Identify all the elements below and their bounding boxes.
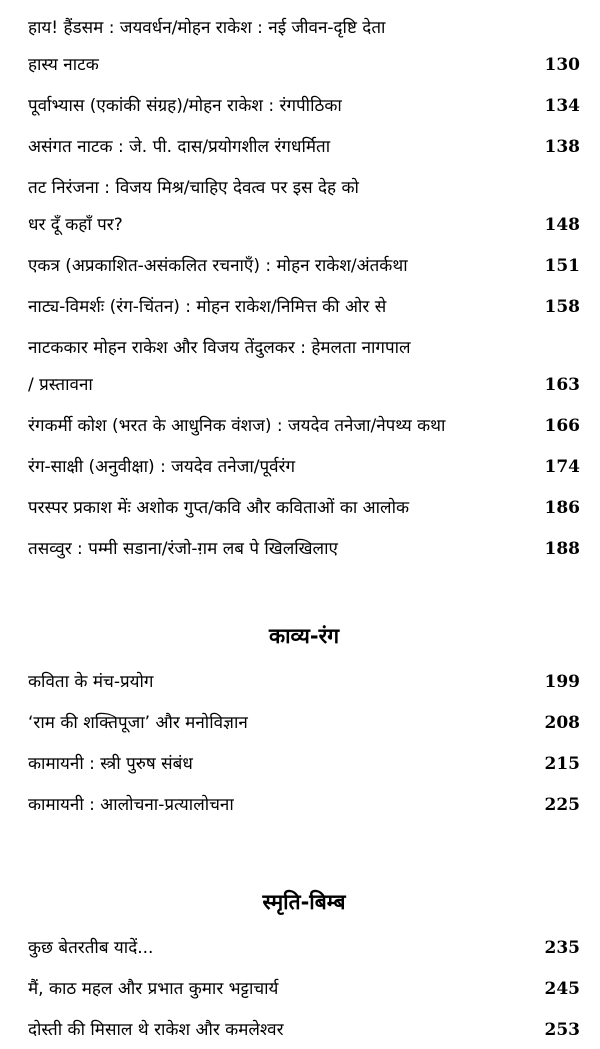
entry-page-number: 253: [544, 1020, 580, 1040]
entry-title: ‘राम की शक्तिपूजा’ और मनोविज्ञान: [28, 713, 248, 733]
entry-title-continued: हास्य नाटक: [28, 55, 99, 75]
toc-section-smriti-bimb: [28, 882, 580, 1049]
entry-page-number: 235: [544, 938, 580, 958]
toc-entry[interactable]: [28, 930, 580, 967]
toc-entry[interactable]: [28, 490, 580, 527]
section-heading: काव्य-रंग: [268, 624, 340, 648]
section-heading: स्मृति-बिम्ब: [262, 890, 346, 914]
entry-title: कुछ बेतरतीब यादें...: [28, 938, 154, 958]
entry-title: परस्पर प्रकाश मेंः अशोक गुप्त/कवि और कविताओं का आलोक: [28, 498, 410, 518]
entry-page-number: 215: [544, 754, 580, 774]
entry-page-number: 134: [544, 96, 580, 116]
entry-page-number: 158: [544, 297, 580, 317]
toc-section-continued: [28, 10, 580, 568]
toc-entry[interactable]: [28, 129, 580, 166]
entry-title: मैं, काठ महल और प्रभात कुमार भट्टाचार्य: [28, 979, 279, 999]
toc-entry[interactable]: [28, 248, 580, 285]
toc-entry[interactable]: [28, 88, 580, 125]
toc-entry[interactable]: [28, 664, 580, 701]
entry-page-number: 138: [544, 137, 580, 157]
entry-title-continued: धर दूँ कहाँ पर?: [28, 215, 123, 235]
toc-entry[interactable]: [28, 787, 580, 824]
entry-title: पूर्वाभ्यास (एकांकी संग्रह)/मोहन राकेश : रंगपीठिका: [28, 96, 342, 116]
entry-title: नाट्य-विमर्शः (रंग-चिंतन) : मोहन राकेश/निमित्त की ओर से: [28, 297, 387, 317]
toc-entry[interactable]: [28, 449, 580, 486]
entry-page-number: 245: [544, 979, 580, 999]
toc-entry[interactable]: [28, 531, 580, 568]
entry-page-number: 174: [544, 457, 580, 477]
toc-section-kavya-rang: [28, 616, 580, 824]
toc-entry[interactable]: [28, 971, 580, 1008]
toc-entry[interactable]: [28, 330, 580, 404]
toc-entry[interactable]: [28, 289, 580, 326]
entry-page-number: 225: [544, 795, 580, 815]
toc-entry[interactable]: [28, 170, 580, 244]
entry-title: एकत्र (अप्रकाशित-असंकलित रचनाएँ) : मोहन राकेश/अंतर्कथा: [28, 256, 408, 276]
entry-page-number: 186: [544, 498, 580, 518]
entry-title: हाय! हैंडसम : जयवर्धन/मोहन राकेश : नई जीवन-दृष्टि देता: [28, 18, 386, 38]
entry-title-continued: / प्रस्तावना: [28, 375, 93, 395]
entry-title: असंगत नाटक : जे. पी. दास/प्रयोगशील रंगधर्मिता: [28, 137, 331, 157]
entry-title: तट निरंजना : विजय मिश्र/चाहिए देवत्व पर इस देह को: [28, 178, 359, 198]
entry-page-number: 151: [544, 256, 580, 276]
entry-page-number: 199: [544, 672, 580, 692]
entry-title: रंग-साक्षी (अनुवीक्षा) : जयदेव तनेजा/पूर्वरंग: [28, 457, 296, 477]
toc-entry[interactable]: [28, 10, 580, 84]
entry-title: कविता के मंच-प्रयोग: [28, 672, 154, 692]
entry-page-number: 130: [544, 55, 580, 75]
entry-title: दोस्ती की मिसाल थे राकेश और कमलेश्वर: [28, 1020, 284, 1040]
toc-entry[interactable]: [28, 705, 580, 742]
entry-title: रंगकर्मी कोश (भरत के आधुनिक वंशज) : जयदेव तनेजा/नेपथ्य कथा: [28, 416, 446, 436]
entry-title: तसव्वुर : पम्मी सडाना/रंजो-ग़म लब पे खिलखिलाए: [28, 539, 338, 559]
entry-page-number: 166: [544, 416, 580, 436]
toc-entry[interactable]: [28, 1012, 580, 1049]
entry-title: नाटककार मोहन राकेश और विजय तेंदुलकर : हेमलता नागपाल: [28, 338, 411, 358]
entry-page-number: 163: [544, 375, 580, 395]
entry-page-number: 208: [544, 713, 580, 733]
entry-title: कामायनी : आलोचना-प्रत्यालोचना: [28, 795, 234, 815]
entry-page-number: 148: [544, 215, 580, 235]
toc-entry[interactable]: [28, 746, 580, 783]
entry-title: कामायनी : स्त्री पुरुष संबंध: [28, 754, 193, 774]
entry-page-number: 188: [544, 539, 580, 559]
toc-entry[interactable]: [28, 408, 580, 445]
